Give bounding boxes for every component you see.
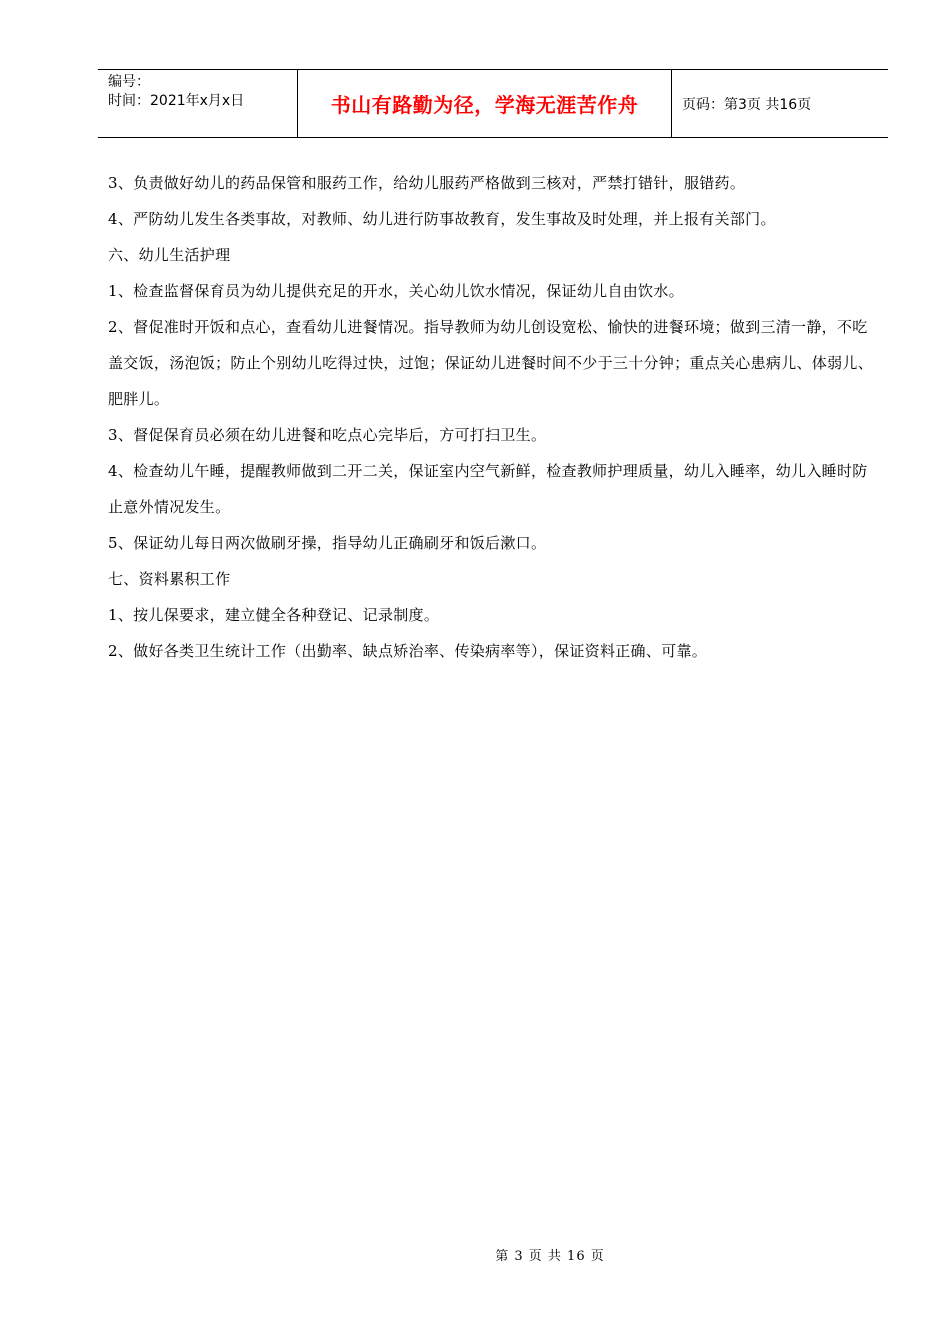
paragraph: 1、检查监督保育员为幼儿提供充足的开水，关心幼儿饮水情况，保证幼儿自由饮水。 [108, 282, 684, 300]
paragraph: 1、按儿保要求，建立健全各种登记、记录制度。 [108, 606, 440, 624]
paragraph: 3、督促保育员必须在幼儿进餐和吃点心完毕后，方可打扫卫生。 [108, 426, 547, 444]
header-meta-cell [98, 70, 298, 137]
document-body [108, 165, 880, 669]
paragraph: 5、保证幼儿每日两次做刷牙操，指导幼儿正确刷牙和饭后漱口。 [108, 534, 547, 552]
page-footer: 第 3 页 共 16 页 [495, 1249, 605, 1264]
document-header [98, 69, 888, 138]
time-label: 时间：2021年x月x日 [108, 93, 245, 109]
header-page-number: 页码：第3页 共16页 [682, 96, 812, 113]
paragraph: 4、严防幼儿发生各类事故，对教师、幼儿进行防事故教育，发生事故及时处理，并上报有关部门。 [108, 210, 776, 228]
section-heading: 六、幼儿生活护理 [108, 246, 231, 264]
section-heading: 七、资料累积工作 [108, 570, 231, 588]
paragraph: 2、做好各类卫生统计工作（出勤率、缺点矫治率、传染病率等），保证资料正确、可靠。 [108, 642, 708, 660]
header-motto: 书山有路勤为径，学海无涯苦作舟 [298, 70, 672, 137]
paragraph: 2、督促准时开饭和点心，查看幼儿进餐情况。指导教师为幼儿创设宽松、愉快的进餐环境；做到三清一静，不吃盖交饭，汤泡饭；防止个别幼儿吃得过快，过饱；保证幼儿进餐时间不少于三十分钟；重点关心患病儿、体弱儿、肥胖儿。 [108, 318, 874, 408]
paragraph: 4、检查幼儿午睡，提醒教师做到二开二关，保证室内空气新鲜，检查教师护理质量，幼儿入睡率，幼儿入睡时防止意外情况发生。 [108, 462, 868, 516]
serial-number-label: 编号： [108, 74, 150, 90]
paragraph: 3、负责做好幼儿的药品保管和服药工作，给幼儿服药严格做到三核对，严禁打错针，服错药。 [108, 174, 746, 192]
